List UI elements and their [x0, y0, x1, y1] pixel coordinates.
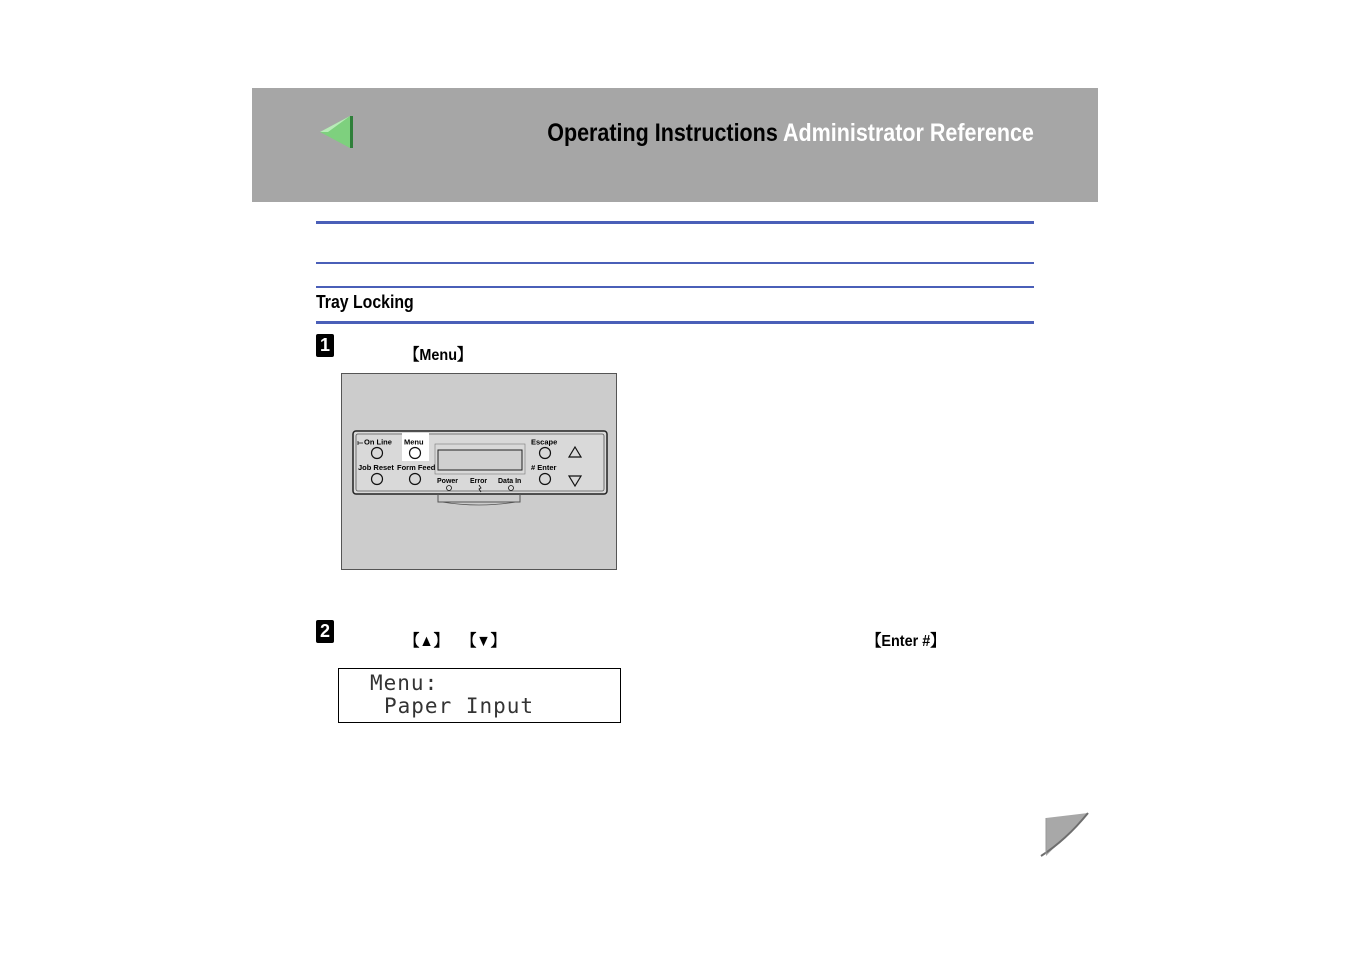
menu-button[interactable]: [410, 448, 421, 459]
lcd-display: [338, 668, 621, 723]
section-top-rule: [316, 286, 1034, 288]
job-reset-button[interactable]: [372, 474, 383, 485]
error-label: Error: [470, 478, 488, 485]
page-corner-next-icon[interactable]: [1038, 810, 1090, 858]
online-label: On Line: [364, 437, 392, 447]
control-panel-illustration: [341, 373, 617, 570]
power-label: Power: [437, 478, 459, 485]
online-button[interactable]: [372, 448, 383, 459]
escape-label: Escape: [531, 437, 558, 447]
section-bottom-rule: [316, 321, 1034, 324]
data-in-label: Data In: [498, 478, 522, 485]
enter-button[interactable]: [540, 474, 551, 485]
upper-rule: [316, 262, 1034, 264]
form-feed-label: Form Feed: [397, 463, 436, 472]
down-key-label: 【▼】: [462, 633, 506, 650]
title-operating-instructions: Operating Instructions: [547, 119, 778, 147]
enter-key-label: 【Enter #】: [867, 633, 945, 650]
menu-label: Menu: [404, 437, 424, 447]
step-2-number: 2: [316, 620, 334, 643]
job-reset-label: Job Reset: [358, 463, 394, 472]
top-rule: [316, 221, 1034, 224]
menu-key-label: 【Menu】: [405, 347, 472, 364]
document-title: [547, 119, 1034, 148]
step-1-number: 1: [316, 334, 334, 357]
up-key-label: 【▲】: [405, 633, 449, 650]
title-administrator-reference[interactable]: Administrator Reference: [783, 119, 1034, 147]
form-feed-button[interactable]: [410, 474, 421, 485]
enter-label: # Enter: [531, 463, 557, 472]
lcd-line-2: Paper Input: [384, 694, 535, 718]
back-arrow-icon[interactable]: [318, 114, 354, 150]
section-title: Tray Locking: [316, 292, 414, 312]
lcd-line-1: Menu:: [370, 671, 439, 695]
escape-button[interactable]: [540, 448, 551, 459]
